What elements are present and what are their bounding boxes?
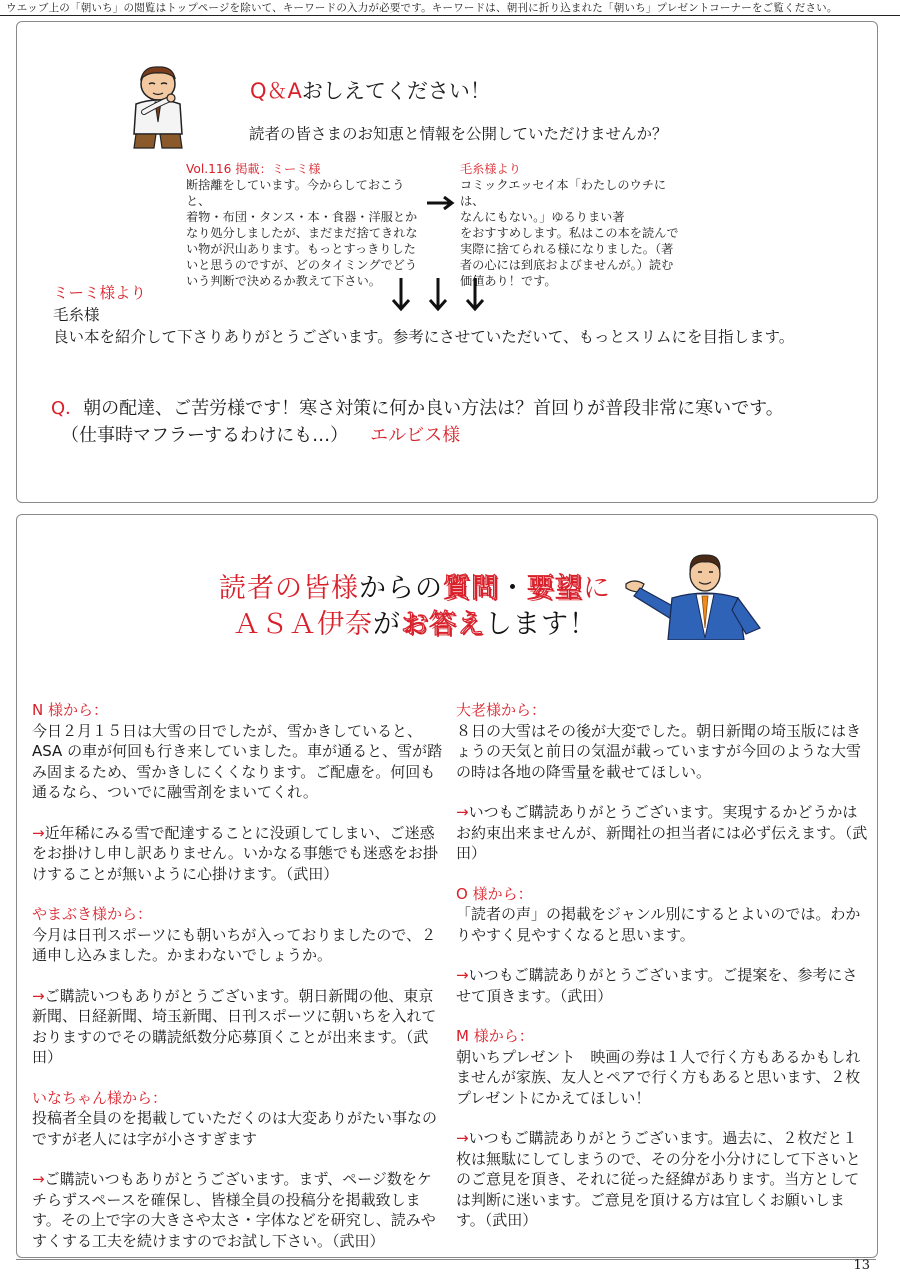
answer-arrow-icon: → bbox=[456, 803, 469, 821]
answer-line: をおすすめします。私はこの本を読んで bbox=[460, 226, 679, 240]
question-heading: Vol.116 掲載：ミーミ様 bbox=[186, 162, 321, 176]
headline-segment: 読者の皆様 bbox=[219, 573, 359, 604]
asa-answer bbox=[32, 1169, 444, 1251]
headline-segment: からの bbox=[359, 573, 443, 604]
entry-sender: M 様から： bbox=[456, 1027, 534, 1045]
answer-text: ご購読いつもありがとうございます。朝日新聞の他、東京新聞、日経新聞、埼玉新聞、日刊スポーツに朝いちを入れておりますのでその購読紙数分応募頂くことが出来ます。（武田） bbox=[32, 986, 437, 1066]
headline-segment: お答え bbox=[401, 609, 485, 640]
asa-answer bbox=[32, 986, 444, 1068]
qa-title-mark: Q＆A bbox=[250, 79, 302, 103]
headline-line-1 bbox=[190, 566, 640, 605]
asa-answer bbox=[456, 965, 868, 1006]
answer-line: 者の心には到底およびませんが。）読む bbox=[460, 258, 674, 272]
new-question-sender: エルビス様 bbox=[370, 425, 461, 446]
headline-segment: に bbox=[583, 573, 611, 604]
question-mark-label: Q． bbox=[51, 398, 84, 419]
footer-rule bbox=[16, 1259, 876, 1260]
new-question bbox=[51, 395, 784, 449]
asa-answer bbox=[32, 823, 444, 885]
qa-title bbox=[250, 75, 491, 105]
right-arrow-icon bbox=[426, 196, 456, 210]
question-line: い物が沢山あります。もっとすっきりした bbox=[186, 242, 416, 256]
answer-line: 価値あり！です。 bbox=[460, 274, 557, 288]
headline-line-2 bbox=[190, 602, 640, 641]
presenter-man-illustration bbox=[620, 548, 770, 640]
question-block bbox=[186, 161, 422, 289]
entry-body: 投稿者全員のを掲載していただくのは大変ありがたい事なのですが老人には字が小さすぎます bbox=[32, 1109, 438, 1148]
reader-entry bbox=[32, 1088, 444, 1150]
answer-arrow-icon: → bbox=[456, 1129, 469, 1147]
answer-text: 近年稀にみる雪で配達することに没頭してしまい、ご迷惑をお掛けし申し訳ありません。いかなる事態でも迷惑をお掛けすることが無いように心掛けます。（武田） bbox=[32, 823, 438, 883]
qa-subtitle: 読者の皆さまのお知恵と情報を公開していただけませんか？ bbox=[249, 125, 668, 143]
new-question-text: 朝の配達、ご苦労様です！寒さ対策に何か良い方法は？首回りが普段非常に寒いです。 bbox=[83, 398, 784, 419]
entry-sender: やまぶき様から： bbox=[32, 905, 153, 923]
question-line: いと思うのですが、どのタイミングでどう bbox=[186, 258, 418, 272]
asa-answer bbox=[456, 802, 868, 864]
reader-entry bbox=[456, 700, 868, 782]
answer-line: コミックエッセイ本「わたしのウチには、 bbox=[460, 178, 667, 208]
header-rule bbox=[0, 15, 900, 16]
question-line: なり処分しましたが、まだまだ捨てきれな bbox=[186, 226, 418, 240]
question-line: いう判断で決めるか教えて下さい。 bbox=[186, 274, 381, 288]
entry-body: 朝いちプレゼント 映画の券は１人で行く方もあるかもしれませんが家族、友人とペアで行く方もあると思います、２枚プレゼントにかえてほしい！ bbox=[456, 1047, 861, 1107]
new-question-note: （仕事時マフラーするわけにも…） bbox=[61, 425, 349, 446]
reply-heading: ミーミ様より bbox=[53, 284, 147, 302]
reply-line: 毛糸様 bbox=[53, 306, 100, 324]
answer-line: なんにもない。」ゆるりまい著 bbox=[460, 210, 625, 224]
headline-segment: 質問 bbox=[443, 573, 499, 604]
answer-arrow-icon: → bbox=[456, 966, 469, 984]
entry-body: 今月は日刊スポーツにも朝いちが入っておりましたので、２通申し込みました。かまわないでしょうか。 bbox=[32, 925, 437, 964]
headline-segment: ・ bbox=[499, 573, 527, 604]
asa-answer bbox=[456, 1128, 868, 1231]
thinking-man-illustration bbox=[118, 64, 196, 150]
keyword-notice: ウエッブ上の「朝いち」の閲覧はトップページを除いて、キーワードの入力が必要です。キーワードは、朝刊に折り込まれた「朝いち」プレゼントコーナーをご覧ください。 bbox=[6, 2, 838, 14]
question-line: 断捨離をしています。今からしておこうと、 bbox=[186, 178, 405, 208]
reply-line: 良い本を紹介して下さりありがとうございます。参考にさせていただいて、もっとスリムにを目指します。 bbox=[53, 328, 795, 346]
right-column bbox=[456, 700, 868, 1251]
reader-entry bbox=[32, 904, 444, 966]
entry-sender: いなちゃん様から： bbox=[32, 1088, 168, 1107]
entry-body: ８日の大雪はその後が大変でした。朝日新聞の埼玉版にはきょうの天気と前日の気温が載っていますが今回のような大雪の時は各地の降雪量を載せてほしい。 bbox=[456, 721, 862, 781]
entry-body: 「読者の声」の掲載をジャンル別にするとよいのでは。わかりやすく見やすくなると思います。 bbox=[456, 905, 861, 944]
answer-text: ご購読いつもありがとうございます。まず、ページ数をケチらずスペースを確保し、皆様全員の投稿分を掲載致します。その上で字の大きさや太さ・字体などを研究し、読みやすくする工夫を続けますのでお試し下さい。（武田） bbox=[32, 1170, 436, 1250]
reader-entry bbox=[456, 1026, 868, 1108]
reply-block bbox=[53, 282, 794, 348]
reader-entry bbox=[456, 884, 868, 946]
answer-text: いつもご購読ありがとうございます。ご提案を、参考にさせて頂きます。（武田） bbox=[456, 966, 858, 1005]
entry-body: 今日２月１５日は大雪の日でしたが、雪かきしていると、ASA の車が何回も行き来していました。車が通ると、雪が踏み固まるため、雪かきしにくくなります。ご配慮を。何回も通るなら、ついでに融雪剤をまいてくれ。 bbox=[32, 721, 443, 801]
answer-arrow-icon: → bbox=[32, 823, 45, 842]
reader-entry bbox=[32, 700, 444, 803]
question-line: 着物・布団・タンス・本・食器・洋服とか bbox=[186, 210, 418, 224]
answer-arrow-icon: → bbox=[32, 1170, 45, 1188]
entry-sender: N 様から： bbox=[32, 701, 108, 719]
answer-line: 実際に捨てられる様になりました。（著 bbox=[460, 242, 674, 256]
answer-block bbox=[460, 161, 690, 289]
answer-heading: 毛糸様より bbox=[460, 162, 521, 176]
headline-segment: ＡＳＡ伊奈 bbox=[233, 609, 373, 640]
headline-segment: します！ bbox=[485, 609, 597, 640]
answer-arrow-icon: → bbox=[32, 986, 45, 1005]
qa-title-text: おしえてください！ bbox=[301, 79, 491, 103]
answer-text: いつもご購読ありがとうございます。実現するかどうかはお約束出来ませんが、新聞社の担当者には必ず伝えます。（武田） bbox=[456, 803, 868, 862]
answer-text: いつもご購読ありがとうございます。過去に、２枚だと１枚は無駄にしてしまうので、その分を小分けにして下さいとのご意見を頂き、それに従った経緯があります。当方としては判断に迷います。ご意見を頂ける方は宜しくお願いします。（武田） bbox=[456, 1129, 861, 1229]
entry-sender: O 様から： bbox=[456, 884, 533, 903]
entry-sender: 大老様から： bbox=[456, 701, 547, 719]
page-number: 13 bbox=[853, 1258, 870, 1273]
headline-segment: 要望 bbox=[527, 573, 583, 604]
left-column bbox=[32, 700, 444, 1271]
headline-segment: が bbox=[373, 609, 401, 640]
